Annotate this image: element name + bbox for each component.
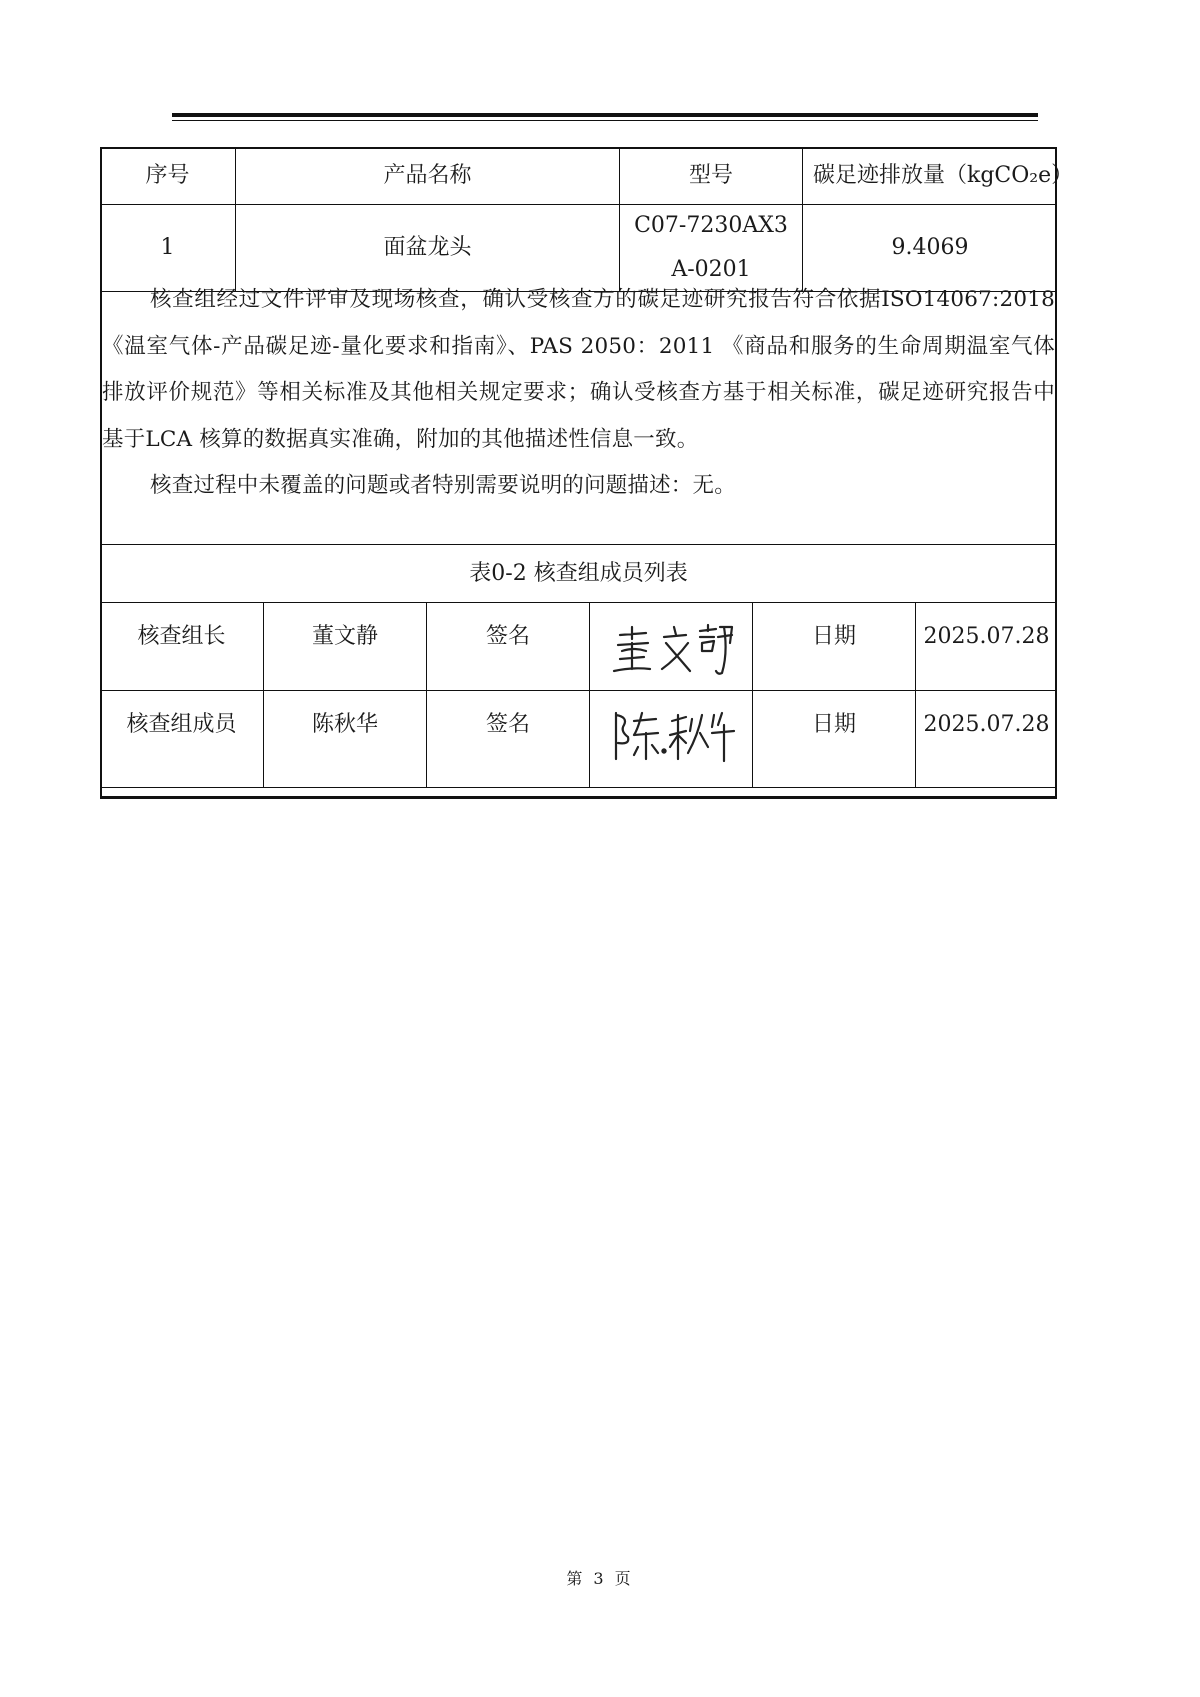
date-label: 日期	[811, 624, 856, 650]
member-role: 核查组成员	[126, 712, 237, 738]
verification-summary-table	[100, 147, 1074, 799]
conclusion-paragraph: 核查组经过文件评审及现场核查，确认受核查方的碳足迹研究报告符合依据ISO14067:2018《温室气体-产品碳足迹-量化要求和指南》、PAS 2050：2011 《商品和服务的生命周期温室气体排放评价规范》等相关标准及其他相关规定要求；确认受核查方基于相关标准，碳足迹研究报告中基于LCA 核算的数据真实准确，附加的其他描述性信息一致。	[102, 287, 1055, 452]
date-label: 日期	[811, 712, 856, 738]
header-index: 序号	[145, 162, 190, 188]
header-emission: 碳足迹排放量（kgCO₂e）	[813, 162, 1074, 188]
product-model-line2: A-0201	[671, 257, 751, 282]
conclusion-text	[102, 277, 1055, 510]
member-name: 董文静	[311, 624, 378, 650]
product-index: 1	[160, 235, 175, 261]
member-name: 陈秋华	[311, 712, 378, 738]
remarks-paragraph: 核查过程中未覆盖的问题或者特别需要说明的问题描述：无。	[150, 473, 736, 498]
row-divider	[100, 787, 1057, 788]
header-product-name: 产品名称	[383, 162, 472, 188]
signature-member	[606, 703, 736, 767]
member-date: 2025.07.28	[923, 624, 1050, 650]
page-number: 第 3 页	[566, 1569, 634, 1588]
member-date: 2025.07.28	[923, 712, 1050, 738]
member-table-title: 表0-2 核查组成员列表	[469, 560, 688, 586]
header-model: 型号	[688, 162, 733, 188]
product-model-line1: C07-7230AX3	[634, 213, 788, 238]
sign-label: 签名	[485, 624, 530, 650]
header-rule-thin	[172, 120, 1038, 121]
product-emission: 9.4069	[891, 235, 969, 261]
member-role: 核查组长	[137, 624, 226, 650]
header-rule-thick	[172, 113, 1038, 117]
product-name: 面盆龙头	[383, 235, 472, 261]
signature-leader	[608, 617, 738, 681]
col-divider	[589, 602, 590, 788]
sign-label: 签名	[485, 712, 530, 738]
